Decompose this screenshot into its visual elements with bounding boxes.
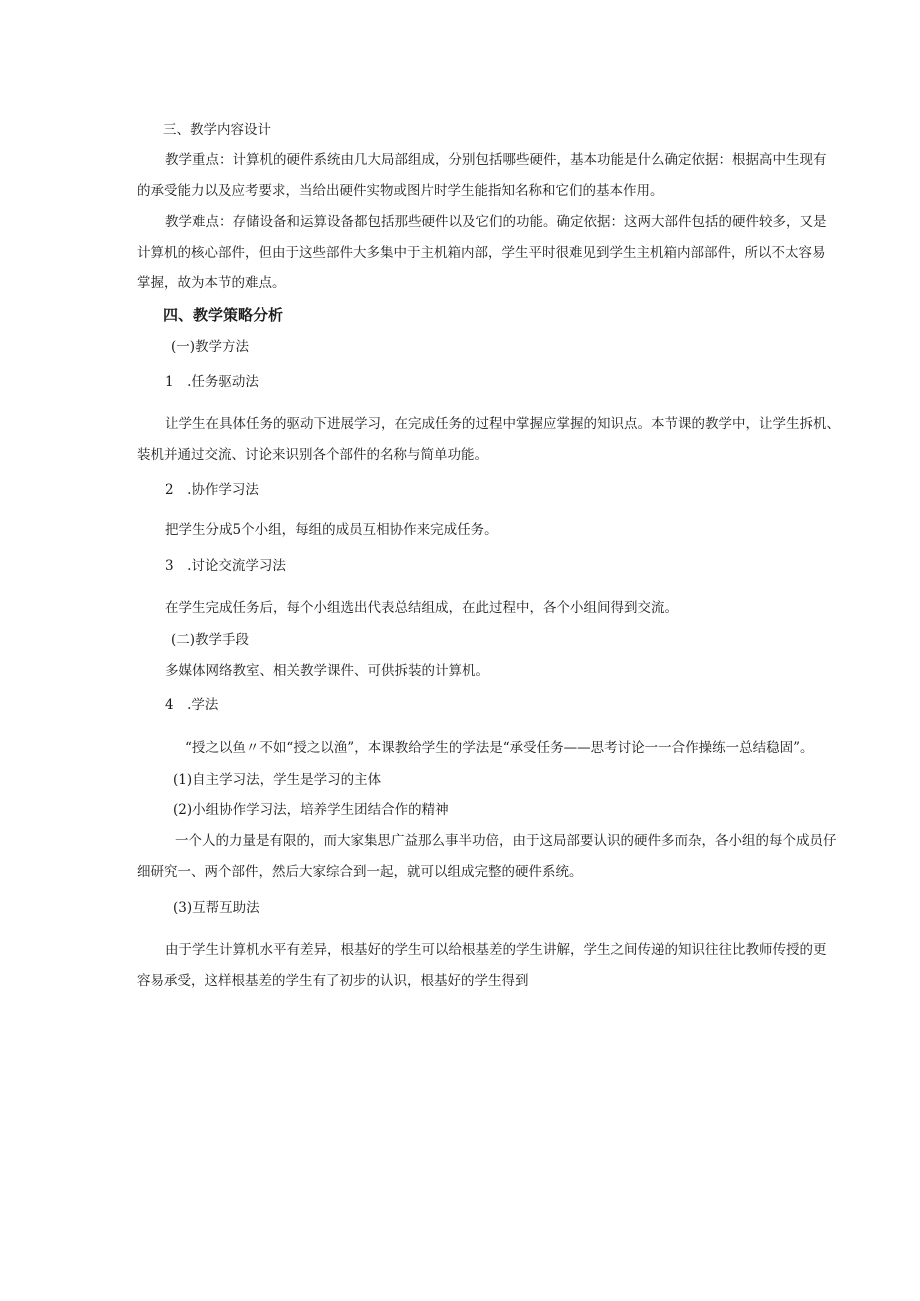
method-1-heading: 1 .任务驱动法 [165, 374, 259, 390]
method-1-text-line-2: 装机并通过交流、讨论来识别各个部件的名称与简单功能。 [137, 447, 488, 463]
learning-item-3: (3)互帮互助法 [173, 900, 260, 916]
learning-item-2-text-line-1: 一个人的力量是有限的，而大家集思广益那么事半功倍，由于这局部要认识的硬件多而杂，各小组的每个成员仔 [175, 833, 837, 849]
method-1-text-line-1: 让学生在具体任务的驱动下进展学习，在完成任务的过程中掌握应掌握的知识点。本节课的教学中，让学生拆机、 [165, 416, 840, 432]
section-4-heading: 四、教学策略分析 [163, 306, 284, 324]
learning-method-heading: 4 .学法 [165, 697, 219, 713]
teaching-difficulty-line-1: 教学难点：存储设备和运算设备都包括那些硬件以及它们的功能。确定依据：这两大部件包括的硬件较多，又是 [165, 214, 827, 230]
method-2-heading: 2 .协作学习法 [165, 482, 259, 498]
learning-item-2-text-line-2: 细研究一、两个部件，然后大家综合到一起，就可以组成完整的硬件系统。 [137, 864, 583, 880]
learning-item-1: (1)自主学习法，学生是学习的主体 [173, 772, 382, 788]
learning-item-3-text-line-2: 容易承受，这样根基差的学生有了初步的认识，根基好的学生得到 [137, 973, 529, 989]
method-group-2-heading: (二)教学手段 [171, 632, 250, 648]
section-3-heading: 三、教学内容设计 [163, 122, 271, 138]
learning-item-2: (2)小组协作学习法，培养学生团结合作的精神 [173, 802, 449, 818]
learning-item-3-text-line-1: 由于学生计算机水平有差异，根基好的学生可以给根基差的学生讲解，学生之间传递的知识往往比教师传授的更 [165, 942, 827, 958]
method-3-heading: 3 .讨论交流学习法 [165, 558, 286, 574]
teaching-focus-line-1: 教学重点：计算机的硬件系统由几大局部组成，分别包括哪些硬件，基本功能是什么确定依据：根据高中生现有 [165, 152, 827, 168]
teaching-difficulty-line-3: 掌握，故为本节的难点。 [137, 275, 286, 291]
teaching-difficulty-line-2: 计算机的核心部件，但由于这些部件大多集中于主机箱内部，学生平时很难见到学生主机箱内部部件，所以不太容易 [137, 245, 826, 261]
method-group-1-heading: (一)教学方法 [171, 339, 250, 355]
teaching-focus-line-2: 的承受能力以及应考要求，当给出硬件实物或图片时学生能指知名称和它们的基本作用。 [137, 183, 664, 199]
teaching-means-text: 多媒体网络教室、相关教学课件、可供拆装的计算机。 [165, 663, 489, 679]
learning-method-quote: “授之以鱼〃不如“授之以渔”，本课教给学生的学法是“承受任务——思考讨论一一合作操练一总结稳固”。 [185, 740, 814, 756]
method-2-text: 把学生分成5个小组，每组的成员互相协作来完成任务。 [165, 522, 498, 538]
method-3-text: 在学生完成任务后，每个小组选出代表总结组成，在此过程中，各个小组间得到交流。 [165, 600, 678, 616]
